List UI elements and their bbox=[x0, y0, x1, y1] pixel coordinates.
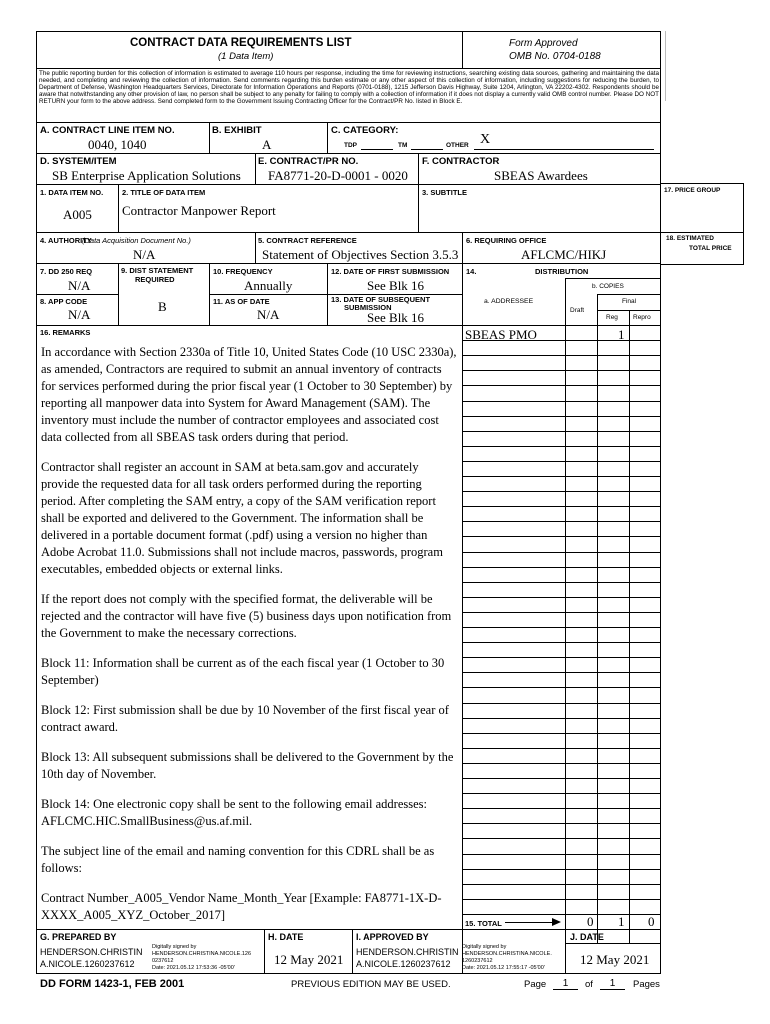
block-14-label: 14. bbox=[466, 267, 477, 276]
divider bbox=[36, 232, 661, 233]
block-b-value: A bbox=[262, 137, 272, 152]
dist-repro-label: Repro bbox=[633, 314, 651, 321]
block-6-label: 6. REQUIRING OFFICE bbox=[466, 236, 547, 245]
dist-copies-label: b. COPIES bbox=[592, 283, 624, 290]
omb-number: OMB No. 0704-0188 bbox=[509, 51, 601, 62]
distribution-grid-line bbox=[462, 642, 661, 643]
dist-row-reg: 1 bbox=[618, 327, 625, 342]
block-e-value: FA8771-20-D-0001 - 0020 bbox=[268, 168, 408, 183]
block-g-label: G. PREPARED BY bbox=[40, 932, 117, 942]
block-8-label: 8. APP CODE bbox=[40, 297, 88, 306]
dist-row-addressee: SBEAS PMO bbox=[465, 327, 537, 342]
block-4-label-sub: (Data Acquisition Document No.) bbox=[82, 236, 191, 245]
distribution-grid-line bbox=[462, 763, 661, 764]
distribution-grid-line bbox=[462, 778, 661, 779]
prepared-by-sig-3: 0237612 bbox=[152, 958, 174, 964]
approved-by-sig-2: HENDERSON.CHRISTINA.NICOLE. bbox=[462, 951, 552, 957]
page-number: 1 bbox=[553, 978, 578, 990]
block-2-value: Contractor Manpower Report bbox=[122, 203, 276, 218]
distribution-grid-line bbox=[462, 552, 661, 553]
divider bbox=[327, 122, 328, 153]
total-arrow-line bbox=[505, 922, 553, 923]
block-j-value: 12 May 2021 bbox=[580, 952, 650, 967]
block-a-label: A. CONTRACT LINE ITEM NO. bbox=[40, 125, 175, 136]
distribution-grid-line bbox=[462, 718, 661, 719]
block-j-label: J. DATE bbox=[570, 932, 604, 942]
remarks-paragraph: Block 13: All subsequent submissions shall be delivered to the Government by the 10th day of November. bbox=[41, 750, 454, 781]
divider bbox=[361, 149, 393, 150]
divider bbox=[209, 122, 210, 153]
block-11-value: N/A bbox=[257, 307, 280, 322]
pages-label: Pages bbox=[633, 979, 660, 990]
divider bbox=[411, 149, 443, 150]
divider bbox=[255, 153, 256, 184]
approved-by-sig-3: 1260237612 bbox=[462, 958, 493, 964]
block-11-label: 11. AS OF DATE bbox=[213, 297, 270, 306]
remarks-paragraph: Block 14: One electronic copy shall be sent to the following email addresses: AFLCMC.HIC.SmallBusiness@us.af.mil. bbox=[41, 797, 428, 828]
previous-edition-note: PREVIOUS EDITION MAY BE USED. bbox=[291, 979, 451, 990]
divider bbox=[118, 184, 119, 232]
distribution-grid-line bbox=[462, 370, 661, 371]
approved-by-name-2: A.NICOLE.1260237612 bbox=[356, 959, 451, 969]
divider bbox=[352, 929, 353, 974]
divider bbox=[36, 294, 118, 295]
form-approved: Form Approved bbox=[509, 38, 578, 49]
block-c-tdp: TDP bbox=[344, 142, 357, 149]
divider bbox=[36, 184, 661, 185]
distribution-grid-line bbox=[462, 612, 661, 613]
divider bbox=[597, 294, 598, 943]
block-3-label: 3. SUBTITLE bbox=[422, 188, 468, 197]
block-f-label: F. CONTRACTOR bbox=[422, 156, 500, 167]
block-9-label-1: 9. DIST STATEMENT bbox=[121, 266, 194, 275]
block-h-value: 12 May 2021 bbox=[274, 952, 344, 967]
divider bbox=[474, 149, 654, 150]
divider bbox=[462, 325, 661, 326]
distribution-grid-line bbox=[462, 854, 661, 855]
block-b-label: B. EXHIBIT bbox=[212, 125, 262, 136]
divider bbox=[36, 153, 661, 154]
distribution-grid-line bbox=[462, 416, 661, 417]
block-5-label: 5. CONTRACT REFERENCE bbox=[258, 236, 357, 245]
distribution-grid-line bbox=[462, 506, 661, 507]
divider bbox=[36, 929, 462, 930]
block-9-label-2: REQUIRED bbox=[135, 275, 175, 284]
total-reg: 1 bbox=[618, 914, 625, 929]
distribution-grid-line bbox=[462, 355, 661, 356]
distribution-grid-line bbox=[462, 446, 661, 447]
prepared-by-name-2: A.NICOLE.1260237612 bbox=[40, 959, 135, 969]
remarks-paragraph: Block 11: Information shall be current as of the each fiscal year (1 October to 30 September) bbox=[41, 656, 445, 687]
distribution-grid-line bbox=[462, 401, 661, 402]
remarks-paragraph: Block 12: First submission shall be due by 10 November of the first fiscal year of contract award. bbox=[41, 703, 449, 734]
block-18-label-2: TOTAL PRICE bbox=[689, 245, 732, 252]
divider bbox=[264, 929, 265, 974]
distribution-grid-line bbox=[462, 597, 661, 598]
distribution-grid-line bbox=[462, 431, 661, 432]
distribution-grid-line bbox=[462, 823, 661, 824]
page-total: 1 bbox=[600, 978, 625, 990]
divider bbox=[665, 31, 666, 101]
divider bbox=[661, 232, 744, 233]
block-10-label: 10. FREQUENCY bbox=[213, 267, 273, 276]
block-9-value: B bbox=[158, 299, 167, 314]
prepared-by-name-1: HENDERSON.CHRISTIN bbox=[40, 947, 143, 957]
prepared-by-sig-4: Date: 2021.05.12 17:53:36 -05'00' bbox=[152, 965, 235, 971]
divider bbox=[743, 183, 744, 264]
dist-reg-label: Reg bbox=[606, 314, 618, 321]
distribution-grid-line bbox=[462, 869, 661, 870]
distribution-grid-line bbox=[462, 461, 661, 462]
divider bbox=[36, 263, 661, 264]
divider bbox=[36, 68, 661, 69]
distribution-grid-line bbox=[462, 793, 661, 794]
block-d-value: SB Enterprise Application Solutions bbox=[52, 168, 241, 183]
distribution-grid-line bbox=[462, 521, 661, 522]
block-a-value: 0040, 1040 bbox=[88, 137, 147, 152]
block-13-value: See Blk 16 bbox=[367, 310, 425, 325]
remarks-paragraph: In accordance with Section 2330a of Title 10, United States Code (10 USC 2330a), as amended, Contractors are required to submit an annual inventory of contracts for services performed during the prior fiscal year (1 October to 30 September) by reporting all manpower data into System for Award Management (SAM). The inventory must include the number of contractor employees and associated cost data collected from all SBEAS task orders during that period. bbox=[41, 345, 457, 444]
block-c-tm: TM bbox=[398, 142, 408, 149]
dist-addressee-label: a. ADDRESSEE bbox=[484, 298, 534, 305]
block-12-value: See Blk 16 bbox=[367, 278, 425, 293]
distribution-grid-line bbox=[462, 582, 661, 583]
distribution-grid-line bbox=[462, 536, 661, 537]
block-14-title: DISTRIBUTION bbox=[535, 267, 589, 276]
block-18-label-1: 18. ESTIMATED bbox=[666, 235, 714, 242]
divider bbox=[462, 929, 661, 930]
remarks bbox=[41, 344, 459, 937]
arrow-right-icon bbox=[552, 918, 561, 926]
distribution-grid-line bbox=[462, 914, 661, 915]
divider bbox=[597, 294, 661, 295]
block-4-label: 4. AUTHORITY bbox=[40, 236, 92, 245]
block-10-value: Annually bbox=[244, 278, 293, 293]
block-13-label-2: SUBMISSION bbox=[344, 303, 392, 312]
block-15-label: 15. TOTAL bbox=[465, 919, 502, 928]
distribution-grid-line bbox=[462, 476, 661, 477]
block-4-value: N/A bbox=[133, 247, 156, 262]
remarks-paragraph: The subject line of the email and naming convention for this CDRL shall be as follows: bbox=[41, 844, 435, 875]
remarks-paragraph: Contractor shall register an account in SAM at beta.sam.gov and accurately provide the requested data for all task orders performed during the reporting period. After completing the SAM entry, a copy of the SAM verification report shall be exported and delivered to the Government. The information shall be delivered in a portable document format (.pdf) using a version no higher than Adobe Acrobat 11.0. Submissions shall not include macros, passwords, program executables, embedded objects or external links. bbox=[41, 460, 443, 576]
divider bbox=[255, 232, 256, 263]
block-1-label: 1. DATA ITEM NO. bbox=[40, 188, 104, 197]
block-6-value: AFLCMC/HIKJ bbox=[521, 247, 607, 262]
form-title: CONTRACT DATA REQUIREMENTS LIST bbox=[130, 37, 352, 49]
distribution-grid-line bbox=[462, 687, 661, 688]
approved-by-sig-4: Date: 2021.05.12 17:55:17 -05'00' bbox=[462, 965, 545, 971]
page-label: Page bbox=[524, 979, 547, 990]
block-17-label: 17. PRICE GROUP bbox=[664, 187, 721, 194]
distribution-grid-line bbox=[462, 748, 661, 749]
burden-statement: The public reporting burden for this collection of information is estimated to average 110 hours per response, including the time for reviewing instructions, searching existing data sources, gathering and maintaining the data needed, and completing and reviewing the collection of information. Send comments regarding this burden estimate or any other aspect of this collection of information, including suggestions for reducing the burden, to Department of Defense, Washington Headquarters Services, Directorate for Information Operations and Reports (0701-0188), 1215 Jefferson Davis Highway, Suite 1204, Arlington, VA 22202-4302. Respondents should be aware that notwithstanding any other provision of law, no person shall be subject to any penalty for failing to comply with a collection of information if it does not display a currently valid OMB control number. Please DO NOT RETURN your form to the above address. Send completed form to the Government Issuing Contracting Officer for the Contract/PR No. listed in Block E. bbox=[39, 70, 659, 105]
distribution-grid-line bbox=[462, 703, 661, 704]
divider bbox=[462, 232, 463, 974]
distribution-grid-line bbox=[462, 657, 661, 658]
prepared-by-sig-1: Digitally signed by bbox=[152, 944, 197, 950]
distribution-grid-line bbox=[462, 884, 661, 885]
remarks-paragraph: Contract Number_A005_Vendor Name_Month_Year [Example: FA8771-1X-D-XXXX_A005_XYZ_October_2017] bbox=[41, 891, 442, 922]
distribution-grid-line bbox=[462, 491, 661, 492]
block-2-label: 2. TITLE OF DATA ITEM bbox=[122, 188, 206, 197]
block-d-label: D. SYSTEM/ITEM bbox=[40, 156, 117, 167]
block-7-value: N/A bbox=[68, 278, 91, 293]
distribution-grid-line bbox=[462, 808, 661, 809]
block-c-mark: X bbox=[480, 132, 491, 147]
form-id: DD FORM 1423-1, FEB 2001 bbox=[40, 978, 185, 990]
block-1-value: A005 bbox=[63, 207, 92, 222]
block-8-value: N/A bbox=[68, 307, 91, 322]
block-f-value: SBEAS Awardees bbox=[494, 168, 588, 183]
block-13-label-1: 13. DATE OF SUBSEQUENT bbox=[331, 295, 431, 304]
approved-by-sig-1: Digitally signed by bbox=[462, 944, 507, 950]
divider bbox=[661, 264, 744, 265]
block-i-label: I. APPROVED BY bbox=[356, 932, 429, 942]
total-draft: 0 bbox=[587, 914, 594, 929]
distribution-grid-line bbox=[462, 733, 661, 734]
distribution-grid-line bbox=[462, 567, 661, 568]
divider bbox=[36, 122, 661, 123]
block-7-label: 7. DD 250 REQ bbox=[40, 267, 93, 276]
form-subtitle: (1 Data Item) bbox=[218, 51, 274, 62]
divider bbox=[36, 325, 462, 326]
distribution-grid-line bbox=[462, 627, 661, 628]
distribution-grid-line bbox=[462, 899, 661, 900]
block-h-label: H. DATE bbox=[268, 932, 304, 942]
block-16-label: 16. REMARKS bbox=[40, 328, 91, 337]
of-label: of bbox=[585, 979, 593, 990]
prepared-by-sig-2: HENDERSON.CHRISTINA.NICOLE.126 bbox=[152, 951, 252, 957]
divider bbox=[118, 263, 119, 325]
divider bbox=[565, 278, 661, 279]
divider bbox=[462, 31, 463, 68]
total-repro: 0 bbox=[648, 914, 655, 929]
distribution-grid-line bbox=[462, 385, 661, 386]
block-c-other: OTHER bbox=[446, 142, 469, 149]
block-c-label: C. CATEGORY: bbox=[331, 125, 399, 136]
divider bbox=[565, 943, 661, 944]
block-12-label: 12. DATE OF FIRST SUBMISSION bbox=[331, 267, 450, 276]
divider bbox=[418, 153, 419, 184]
block-e-label: E. CONTRACT/PR NO. bbox=[258, 156, 359, 167]
distribution-grid-line bbox=[462, 838, 661, 839]
distribution-grid-line bbox=[462, 672, 661, 673]
divider bbox=[418, 184, 419, 232]
divider bbox=[661, 183, 744, 184]
remarks-paragraph: If the report does not comply with the specified format, the deliverable will be rejected and the contractor will have five (5) business days upon notification from the Government to make the necessary corrections. bbox=[41, 592, 452, 640]
approved-by-name-1: HENDERSON.CHRISTIN bbox=[356, 947, 459, 957]
block-5-value: Statement of Objectives Section 3.5.3 bbox=[262, 247, 459, 262]
dist-draft-label: Draft bbox=[570, 307, 585, 314]
dist-final-label: Final bbox=[622, 298, 637, 305]
